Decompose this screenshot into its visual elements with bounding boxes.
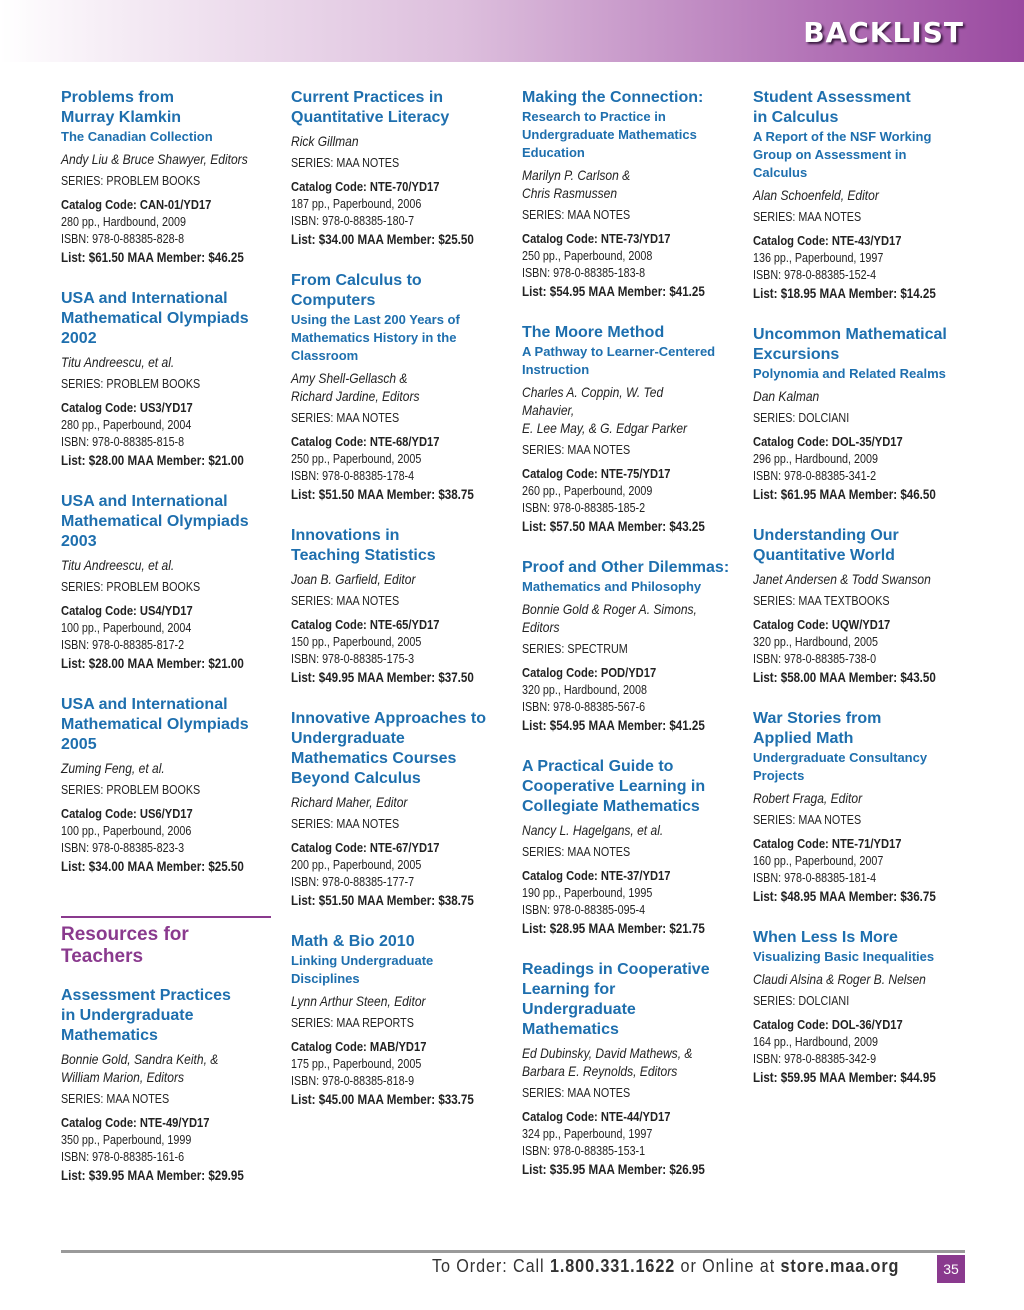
book-title[interactable]: Assessment Practices in Undergraduate Mathematics xyxy=(61,987,231,1044)
book-format: 175 pp., Paperbound, 2005 xyxy=(291,1057,422,1071)
book-author: Joan B. Garfield, Editor xyxy=(291,571,416,587)
book-catalog-code: Catalog Code: US4/YD17 xyxy=(61,603,193,618)
book-format: 260 pp., Paperbound, 2009 xyxy=(522,484,653,498)
book-title[interactable]: Proof and Other Dilemmas: xyxy=(522,559,730,576)
book-subtitle: Undergraduate Consultancy Projects xyxy=(753,750,928,783)
book-title[interactable]: Uncommon Mathematical Excursions xyxy=(753,326,947,363)
book-author: Claudi Alsina & Roger B. Nelsen xyxy=(753,971,926,987)
book-isbn: ISBN: 978-0-88385-177-7 xyxy=(291,875,415,889)
book-title[interactable]: When Less Is More xyxy=(753,929,898,946)
book-price: List: $18.95 MAA Member: $14.25 xyxy=(753,286,936,301)
book-format: 136 pp., Paperbound, 1997 xyxy=(753,251,884,265)
book-format: 250 pp., Paperbound, 2005 xyxy=(291,452,422,466)
book-title[interactable]: Math & Bio 2010 xyxy=(291,933,415,950)
book-title[interactable]: Readings in Cooperative Learning for Undergraduate Mathematics xyxy=(522,961,710,1038)
book-isbn: ISBN: 978-0-88385-181-4 xyxy=(753,871,877,885)
book-entry xyxy=(61,289,279,470)
book-author: Titu Andreescu, et al. xyxy=(61,557,175,573)
book-series: SERIES: MAA NOTES xyxy=(522,208,631,222)
book-format: 200 pp., Paperbound, 2005 xyxy=(291,858,422,872)
order-prefix: To Order: Call xyxy=(432,1256,550,1276)
book-author: Bonnie Gold & Roger A. Simons, Editors xyxy=(522,601,697,635)
book-entry xyxy=(291,526,509,687)
book-entry xyxy=(753,88,971,303)
book-title[interactable]: Student Assessment in Calculus xyxy=(753,89,911,126)
book-isbn: ISBN: 978-0-88385-175-3 xyxy=(291,652,415,666)
book-subtitle: The Canadian Collection xyxy=(61,129,213,144)
book-subtitle: Visualizing Basic Inequalities xyxy=(753,949,935,964)
order-url[interactable]: store.maa.org xyxy=(780,1256,900,1276)
book-title[interactable]: Problems from Murray Klamkin xyxy=(61,89,182,126)
book-entry xyxy=(61,88,279,267)
book-entry xyxy=(291,932,509,1109)
book-title[interactable]: A Practical Guide to Cooperative Learning in Collegiate Mathematics xyxy=(522,758,706,815)
book-series: SERIES: MAA NOTES xyxy=(291,156,400,170)
book-format: 160 pp., Paperbound, 2007 xyxy=(753,854,884,868)
book-author: Rick Gillman xyxy=(291,133,359,149)
book-price: List: $45.00 MAA Member: $33.75 xyxy=(291,1092,474,1107)
book-series: SERIES: PROBLEM BOOKS xyxy=(61,174,201,188)
book-author: Lynn Arthur Steen, Editor xyxy=(291,993,426,1009)
book-catalog-code: Catalog Code: NTE-67/YD17 xyxy=(291,840,440,855)
book-series: SERIES: MAA TEXTBOOKS xyxy=(753,594,890,608)
book-isbn: ISBN: 978-0-88385-153-1 xyxy=(522,1144,646,1158)
header-banner xyxy=(0,0,1024,62)
book-price: List: $39.95 MAA Member: $29.95 xyxy=(61,1168,244,1183)
book-isbn: ISBN: 978-0-88385-152-4 xyxy=(753,268,877,282)
book-title[interactable]: Innovative Approaches to Undergraduate Mathematics Courses Beyond Calculus xyxy=(291,710,486,787)
book-format: 324 pp., Paperbound, 1997 xyxy=(522,1127,653,1141)
book-subtitle: Mathematics and Philosophy xyxy=(522,579,702,594)
book-format: 280 pp., Paperbound, 2004 xyxy=(61,418,192,432)
book-author: Dan Kalman xyxy=(753,388,820,404)
book-series: SERIES: MAA NOTES xyxy=(291,594,400,608)
book-author: Robert Fraga, Editor xyxy=(753,790,863,806)
book-author: Zuming Feng, et al. xyxy=(61,760,165,776)
book-entry xyxy=(522,558,740,735)
book-entry xyxy=(61,492,279,673)
book-series: SERIES: MAA NOTES xyxy=(291,411,400,425)
book-isbn: ISBN: 978-0-88385-567-6 xyxy=(522,700,646,714)
book-isbn: ISBN: 978-0-88385-178-4 xyxy=(291,469,415,483)
book-author: Bonnie Gold, Sandra Keith, & William Marion, Editors xyxy=(61,1051,219,1085)
book-author: Marilyn P. Carlson & Chris Rasmussen xyxy=(522,167,631,201)
book-price: List: $34.00 MAA Member: $25.50 xyxy=(61,859,244,874)
book-price: List: $28.00 MAA Member: $21.00 xyxy=(61,453,244,468)
column-3 xyxy=(522,88,740,1201)
book-format: 150 pp., Paperbound, 2005 xyxy=(291,635,422,649)
book-series: SERIES: PROBLEM BOOKS xyxy=(61,783,201,797)
book-price: List: $51.50 MAA Member: $38.75 xyxy=(291,893,474,908)
book-price: List: $34.00 MAA Member: $25.50 xyxy=(291,232,474,247)
book-series: SERIES: MAA REPORTS xyxy=(291,1016,414,1030)
book-catalog-code: Catalog Code: NTE-75/YD17 xyxy=(522,466,671,481)
book-title[interactable]: USA and International Mathematical Olympiads 2005 xyxy=(61,696,249,753)
book-subtitle: Using the Last 200 Years of Mathematics History in the Classroom xyxy=(291,312,460,363)
order-middle: or Online at xyxy=(675,1256,781,1276)
book-catalog-code: Catalog Code: NTE-70/YD17 xyxy=(291,179,440,194)
book-format: 250 pp., Paperbound, 2008 xyxy=(522,249,653,263)
book-price: List: $35.95 MAA Member: $26.95 xyxy=(522,1162,705,1177)
book-author: Andy Liu & Bruce Shawyer, Editors xyxy=(61,151,248,167)
book-author: Charles A. Coppin, W. Ted Mahavier, E. Lee May, & G. Edgar Parker xyxy=(522,384,688,436)
book-list xyxy=(753,88,971,1087)
book-list xyxy=(61,88,279,876)
book-series: SERIES: PROBLEM BOOKS xyxy=(61,580,201,594)
book-title[interactable]: The Moore Method xyxy=(522,324,665,341)
page-title: BACKLIST xyxy=(803,16,964,49)
book-price: List: $54.95 MAA Member: $41.25 xyxy=(522,718,705,733)
book-title[interactable]: USA and International Mathematical Olympiads 2002 xyxy=(61,290,249,347)
book-author: Ed Dubinsky, David Mathews, & Barbara E. Reynolds, Editors xyxy=(522,1045,693,1079)
section-divider xyxy=(61,916,271,918)
section-heading: Resources for Teachers xyxy=(61,924,189,967)
book-entry xyxy=(522,323,740,536)
book-catalog-code: Catalog Code: NTE-44/YD17 xyxy=(522,1109,671,1124)
book-list xyxy=(522,88,740,1179)
book-title[interactable]: Innovations in Teaching Statistics xyxy=(291,527,436,564)
book-title[interactable]: Making the Connection: xyxy=(522,89,704,106)
book-entry xyxy=(522,757,740,938)
book-isbn: ISBN: 978-0-88385-180-7 xyxy=(291,214,415,228)
book-catalog-code: Catalog Code: US6/YD17 xyxy=(61,806,193,821)
book-title[interactable]: War Stories from Applied Math xyxy=(753,710,882,747)
book-author: Nancy L. Hagelgans, et al. xyxy=(522,822,664,838)
book-author: Richard Maher, Editor xyxy=(291,794,408,810)
book-subtitle: A Pathway to Learner-Centered Instruction xyxy=(522,344,716,377)
book-isbn: ISBN: 978-0-88385-183-8 xyxy=(522,266,646,280)
book-price: List: $58.00 MAA Member: $43.50 xyxy=(753,670,936,685)
book-format: 164 pp., Hardbound, 2009 xyxy=(753,1035,878,1049)
book-price: List: $51.50 MAA Member: $38.75 xyxy=(291,487,474,502)
book-price: List: $57.50 MAA Member: $43.25 xyxy=(522,519,705,534)
book-subtitle: A Report of the NSF Working Group on Assessment in Calculus xyxy=(753,129,932,180)
book-format: 320 pp., Hardbound, 2005 xyxy=(753,635,878,649)
book-price: List: $61.95 MAA Member: $46.50 xyxy=(753,487,936,502)
book-isbn: ISBN: 978-0-88385-828-8 xyxy=(61,232,185,246)
book-isbn: ISBN: 978-0-88385-815-8 xyxy=(61,435,185,449)
book-price: List: $59.95 MAA Member: $44.95 xyxy=(753,1070,936,1085)
book-isbn: ISBN: 978-0-88385-817-2 xyxy=(61,638,185,652)
book-format: 190 pp., Paperbound, 1995 xyxy=(522,886,653,900)
book-format: 100 pp., Paperbound, 2006 xyxy=(61,824,192,838)
book-format: 280 pp., Hardbound, 2009 xyxy=(61,215,186,229)
book-entry xyxy=(61,695,279,876)
page-number: 35 xyxy=(937,1255,965,1283)
book-series: SERIES: MAA NOTES xyxy=(522,1086,631,1100)
book-subtitle: Research to Practice in Undergraduate Mathematics Education xyxy=(522,109,697,160)
book-isbn: ISBN: 978-0-88385-095-4 xyxy=(522,903,646,917)
book-series: SERIES: SPECTRUM xyxy=(522,642,628,656)
book-series: SERIES: PROBLEM BOOKS xyxy=(61,377,201,391)
book-price: List: $61.50 MAA Member: $46.25 xyxy=(61,250,244,265)
book-isbn: ISBN: 978-0-88385-823-3 xyxy=(61,841,185,855)
book-catalog-code: Catalog Code: DOL-36/YD17 xyxy=(753,1017,903,1032)
book-format: 350 pp., Paperbound, 1999 xyxy=(61,1133,192,1147)
book-price: List: $28.95 MAA Member: $21.75 xyxy=(522,921,705,936)
book-subtitle: Polynomia and Related Realms xyxy=(753,366,946,381)
book-isbn: ISBN: 978-0-88385-161-6 xyxy=(61,1150,185,1164)
book-catalog-code: Catalog Code: US3/YD17 xyxy=(61,400,193,415)
column-2 xyxy=(291,88,509,1131)
book-series: SERIES: MAA NOTES xyxy=(61,1092,170,1106)
book-catalog-code: Catalog Code: UQW/YD17 xyxy=(753,617,891,632)
book-author: Titu Andreescu, et al. xyxy=(61,354,175,370)
book-subtitle: Linking Undergraduate Disciplines xyxy=(291,953,434,986)
book-catalog-code: Catalog Code: NTE-65/YD17 xyxy=(291,617,440,632)
book-catalog-code: Catalog Code: CAN-01/YD17 xyxy=(61,197,212,212)
book-format: 320 pp., Hardbound, 2008 xyxy=(522,683,647,697)
book-catalog-code: Catalog Code: DOL-35/YD17 xyxy=(753,434,903,449)
book-entry xyxy=(291,271,509,504)
column-4 xyxy=(753,88,971,1109)
book-price: List: $28.00 MAA Member: $21.00 xyxy=(61,656,244,671)
book-author: Janet Andersen & Todd Swanson xyxy=(753,571,931,587)
book-title[interactable]: USA and International Mathematical Olympiads 2003 xyxy=(61,493,249,550)
book-isbn: ISBN: 978-0-88385-341-2 xyxy=(753,469,877,483)
book-entry xyxy=(753,709,971,906)
book-catalog-code: Catalog Code: MAB/YD17 xyxy=(291,1039,427,1054)
book-series: SERIES: MAA NOTES xyxy=(753,813,862,827)
book-list xyxy=(291,88,509,1109)
book-series: SERIES: DOLCIANI xyxy=(753,411,850,425)
book-author: Alan Schoenfeld, Editor xyxy=(753,187,879,203)
book-catalog-code: Catalog Code: NTE-37/YD17 xyxy=(522,868,671,883)
book-title[interactable]: Understanding Our Quantitative World xyxy=(753,527,899,564)
book-author: Amy Shell-Gellasch & Richard Jardine, Editors xyxy=(291,370,420,404)
book-format: 187 pp., Paperbound, 2006 xyxy=(291,197,422,211)
book-entry xyxy=(291,88,509,249)
book-title[interactable]: Current Practices in Quantitative Literacy xyxy=(291,89,450,126)
book-series: SERIES: MAA NOTES xyxy=(522,443,631,457)
book-isbn: ISBN: 978-0-88385-185-2 xyxy=(522,501,646,515)
book-catalog-code: Catalog Code: NTE-49/YD17 xyxy=(61,1115,210,1130)
order-info xyxy=(432,1256,899,1277)
book-isbn: ISBN: 978-0-88385-738-0 xyxy=(753,652,877,666)
book-isbn: ISBN: 978-0-88385-342-9 xyxy=(753,1052,877,1066)
book-price: List: $48.95 MAA Member: $36.75 xyxy=(753,889,936,904)
book-entry xyxy=(61,986,279,1185)
order-phone[interactable]: 1.800.331.1622 xyxy=(549,1256,676,1276)
footer-divider xyxy=(61,1250,965,1253)
book-price: List: $54.95 MAA Member: $41.25 xyxy=(522,284,705,299)
book-format: 296 pp., Hardbound, 2009 xyxy=(753,452,878,466)
book-catalog-code: Catalog Code: NTE-73/YD17 xyxy=(522,231,671,246)
book-catalog-code: Catalog Code: POD/YD17 xyxy=(522,665,657,680)
book-series: SERIES: MAA NOTES xyxy=(291,817,400,831)
book-entry xyxy=(522,960,740,1179)
book-series: SERIES: DOLCIANI xyxy=(753,994,850,1008)
column-1 xyxy=(61,88,279,1207)
book-entry xyxy=(291,709,509,910)
book-title[interactable]: From Calculus to Computers xyxy=(291,272,422,309)
book-format: 100 pp., Paperbound, 2004 xyxy=(61,621,192,635)
book-entry xyxy=(753,928,971,1087)
book-catalog-code: Catalog Code: NTE-68/YD17 xyxy=(291,434,440,449)
book-price: List: $49.95 MAA Member: $37.50 xyxy=(291,670,474,685)
book-list xyxy=(61,986,279,1185)
book-entry xyxy=(753,526,971,687)
book-entry xyxy=(753,325,971,504)
book-series: SERIES: MAA NOTES xyxy=(522,845,631,859)
book-isbn: ISBN: 978-0-88385-818-9 xyxy=(291,1074,415,1088)
book-catalog-code: Catalog Code: NTE-43/YD17 xyxy=(753,233,902,248)
book-entry xyxy=(522,88,740,301)
book-catalog-code: Catalog Code: NTE-71/YD17 xyxy=(753,836,902,851)
book-series: SERIES: MAA NOTES xyxy=(753,210,862,224)
